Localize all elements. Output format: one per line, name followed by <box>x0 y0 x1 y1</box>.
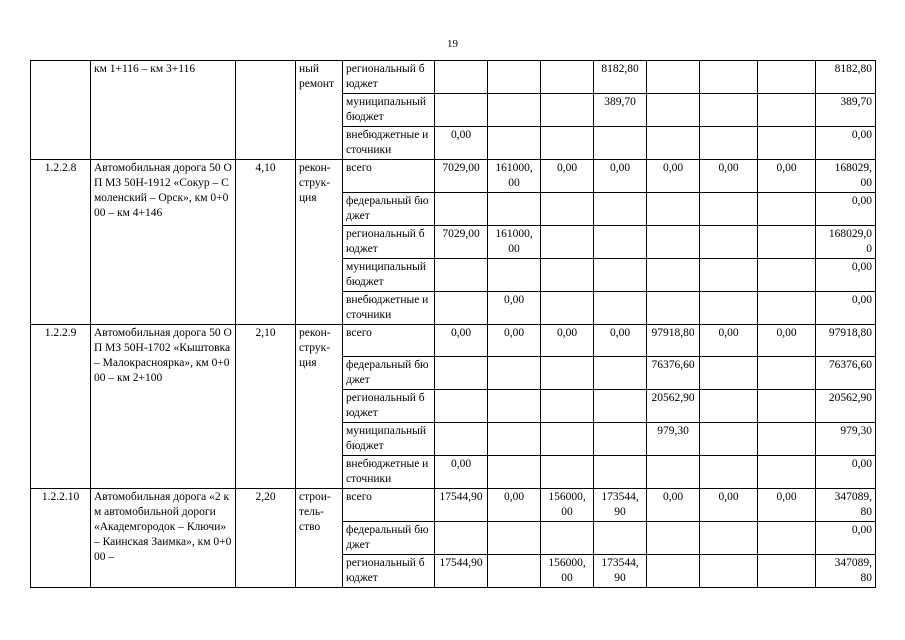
length-km <box>236 61 296 160</box>
total-cell: 0,00 <box>816 259 876 292</box>
funding-source: всего <box>343 489 435 522</box>
value-cell <box>594 259 647 292</box>
value-cell <box>541 226 594 259</box>
object-name: Автомобильная дорога 50 ОП МЗ 50Н-1702 «Кыштовка – Малокрасноярка», км 0+000 – км 2+100 <box>91 325 236 489</box>
value-cell: 0,00 <box>435 325 488 357</box>
value-cell <box>435 522 488 555</box>
value-cell: 0,00 <box>488 489 541 522</box>
value-cell <box>541 61 594 94</box>
row-code: 1.2.2.8 <box>31 160 91 325</box>
value-cell <box>541 390 594 423</box>
funding-source: федеральный бюджет <box>343 357 435 390</box>
value-cell: 7029,00 <box>435 226 488 259</box>
total-cell: 0,00 <box>816 292 876 325</box>
value-cell: 0,00 <box>700 489 758 522</box>
value-cell <box>700 193 758 226</box>
value-cell <box>700 555 758 588</box>
funding-source: муниципальный бюджет <box>343 423 435 456</box>
value-cell <box>758 456 816 489</box>
value-cell <box>488 423 541 456</box>
value-cell <box>758 357 816 390</box>
value-cell <box>700 456 758 489</box>
value-cell <box>647 259 700 292</box>
value-cell <box>435 61 488 94</box>
value-cell <box>435 94 488 127</box>
value-cell <box>700 292 758 325</box>
value-cell <box>594 226 647 259</box>
work-type: строи- тель- ство <box>296 489 343 588</box>
value-cell <box>758 555 816 588</box>
value-cell <box>594 292 647 325</box>
total-cell: 0,00 <box>816 522 876 555</box>
value-cell <box>435 193 488 226</box>
value-cell <box>541 522 594 555</box>
value-cell <box>700 522 758 555</box>
value-cell <box>758 292 816 325</box>
length-km: 4,10 <box>236 160 296 325</box>
value-cell <box>647 226 700 259</box>
value-cell <box>700 226 758 259</box>
length-km: 2,10 <box>236 325 296 489</box>
value-cell <box>594 127 647 160</box>
row-code <box>31 61 91 160</box>
value-cell <box>541 259 594 292</box>
value-cell <box>594 390 647 423</box>
total-cell: 347089, 80 <box>816 555 876 588</box>
value-cell: 173544, 90 <box>594 555 647 588</box>
object-name: Автомобильная дорога 50 ОП МЗ 50Н-1912 «Сокур – Смоленский – Орск», км 0+000 – км 4+146 <box>91 160 236 325</box>
value-cell <box>647 292 700 325</box>
row-code: 1.2.2.10 <box>31 489 91 588</box>
value-cell <box>541 357 594 390</box>
value-cell <box>758 61 816 94</box>
value-cell <box>647 555 700 588</box>
value-cell <box>488 94 541 127</box>
table-row <box>31 61 876 94</box>
funding-source: региональный бюджет <box>343 555 435 588</box>
funding-source: муниципальный бюджет <box>343 259 435 292</box>
value-cell: 7029,00 <box>435 160 488 193</box>
value-cell <box>488 522 541 555</box>
value-cell: 0,00 <box>541 160 594 193</box>
value-cell <box>541 456 594 489</box>
value-cell <box>488 61 541 94</box>
object-name: км 1+116 – км 3+116 <box>91 61 236 160</box>
value-cell: 97918,80 <box>647 325 700 357</box>
funding-source: внебюджетные источники <box>343 292 435 325</box>
value-cell: 0,00 <box>647 489 700 522</box>
value-cell <box>758 226 816 259</box>
value-cell <box>758 423 816 456</box>
total-cell: 347089, 80 <box>816 489 876 522</box>
value-cell: 389,70 <box>594 94 647 127</box>
total-cell: 168029, 00 <box>816 160 876 193</box>
value-cell <box>541 423 594 456</box>
value-cell <box>594 357 647 390</box>
value-cell <box>594 522 647 555</box>
value-cell <box>435 390 488 423</box>
table-row <box>31 489 876 522</box>
total-cell: 979,30 <box>816 423 876 456</box>
value-cell <box>488 390 541 423</box>
value-cell <box>700 390 758 423</box>
funding-source: муниципальный бюджет <box>343 94 435 127</box>
total-cell: 0,00 <box>816 456 876 489</box>
value-cell <box>700 357 758 390</box>
total-cell: 389,70 <box>816 94 876 127</box>
value-cell: 0,00 <box>700 160 758 193</box>
value-cell <box>700 127 758 160</box>
value-cell: 0,00 <box>488 292 541 325</box>
value-cell <box>488 259 541 292</box>
value-cell <box>541 292 594 325</box>
value-cell <box>700 61 758 94</box>
funding-source: всего <box>343 160 435 193</box>
value-cell <box>541 127 594 160</box>
object-name: Автомобильная дорога «2 км автомобильной дороги «Академгородок – Ключи» – Каинская Заимка», км 0+000 – <box>91 489 236 588</box>
value-cell <box>488 193 541 226</box>
value-cell <box>594 456 647 489</box>
value-cell: 76376,60 <box>647 357 700 390</box>
row-code: 1.2.2.9 <box>31 325 91 489</box>
total-cell: 168029,0 0 <box>816 226 876 259</box>
value-cell: 979,30 <box>647 423 700 456</box>
value-cell <box>647 193 700 226</box>
total-cell: 97918,80 <box>816 325 876 357</box>
value-cell: 8182,80 <box>594 61 647 94</box>
funding-source: региональный бюджет <box>343 61 435 94</box>
value-cell <box>700 423 758 456</box>
value-cell <box>758 259 816 292</box>
value-cell: 0,00 <box>435 456 488 489</box>
value-cell <box>488 555 541 588</box>
value-cell: 0,00 <box>758 160 816 193</box>
value-cell: 156000, 00 <box>541 489 594 522</box>
value-cell <box>758 390 816 423</box>
value-cell <box>594 193 647 226</box>
value-cell <box>647 456 700 489</box>
page-number: 19 <box>447 38 458 50</box>
funding-source: региональный бюджет <box>343 226 435 259</box>
length-km: 2,20 <box>236 489 296 588</box>
total-cell: 76376,60 <box>816 357 876 390</box>
value-cell <box>647 61 700 94</box>
budget-table <box>30 60 876 588</box>
value-cell: 0,00 <box>647 160 700 193</box>
value-cell: 0,00 <box>488 325 541 357</box>
value-cell <box>435 357 488 390</box>
total-cell: 0,00 <box>816 193 876 226</box>
funding-source: внебюджетные источники <box>343 127 435 160</box>
value-cell <box>700 259 758 292</box>
value-cell: 17544,90 <box>435 489 488 522</box>
value-cell: 161000, 00 <box>488 160 541 193</box>
value-cell <box>541 193 594 226</box>
value-cell <box>435 423 488 456</box>
value-cell <box>758 193 816 226</box>
value-cell: 0,00 <box>435 127 488 160</box>
funding-source: внебюджетные источники <box>343 456 435 489</box>
table-row <box>31 160 876 193</box>
value-cell <box>758 94 816 127</box>
value-cell <box>435 259 488 292</box>
value-cell <box>488 357 541 390</box>
funding-source: всего <box>343 325 435 357</box>
value-cell: 161000, 00 <box>488 226 541 259</box>
value-cell <box>758 127 816 160</box>
total-cell: 0,00 <box>816 127 876 160</box>
total-cell: 8182,80 <box>816 61 876 94</box>
value-cell <box>700 94 758 127</box>
work-type: рекон- струк- ция <box>296 160 343 325</box>
value-cell <box>647 94 700 127</box>
value-cell: 0,00 <box>594 160 647 193</box>
funding-source: региональный бюджет <box>343 390 435 423</box>
value-cell: 0,00 <box>758 325 816 357</box>
value-cell: 0,00 <box>700 325 758 357</box>
value-cell: 173544, 90 <box>594 489 647 522</box>
funding-source: федеральный бюджет <box>343 522 435 555</box>
work-type: рекон- струк- ция <box>296 325 343 489</box>
value-cell <box>647 522 700 555</box>
value-cell: 156000, 00 <box>541 555 594 588</box>
value-cell <box>541 94 594 127</box>
funding-source: федеральный бюджет <box>343 193 435 226</box>
value-cell <box>488 127 541 160</box>
value-cell <box>435 292 488 325</box>
table-row <box>31 325 876 357</box>
value-cell: 20562,90 <box>647 390 700 423</box>
value-cell <box>594 423 647 456</box>
value-cell: 0,00 <box>594 325 647 357</box>
value-cell <box>647 127 700 160</box>
work-type: ный ремонт <box>296 61 343 160</box>
total-cell: 20562,90 <box>816 390 876 423</box>
value-cell: 0,00 <box>541 325 594 357</box>
value-cell: 17544,90 <box>435 555 488 588</box>
value-cell <box>488 456 541 489</box>
value-cell <box>758 522 816 555</box>
value-cell: 0,00 <box>758 489 816 522</box>
